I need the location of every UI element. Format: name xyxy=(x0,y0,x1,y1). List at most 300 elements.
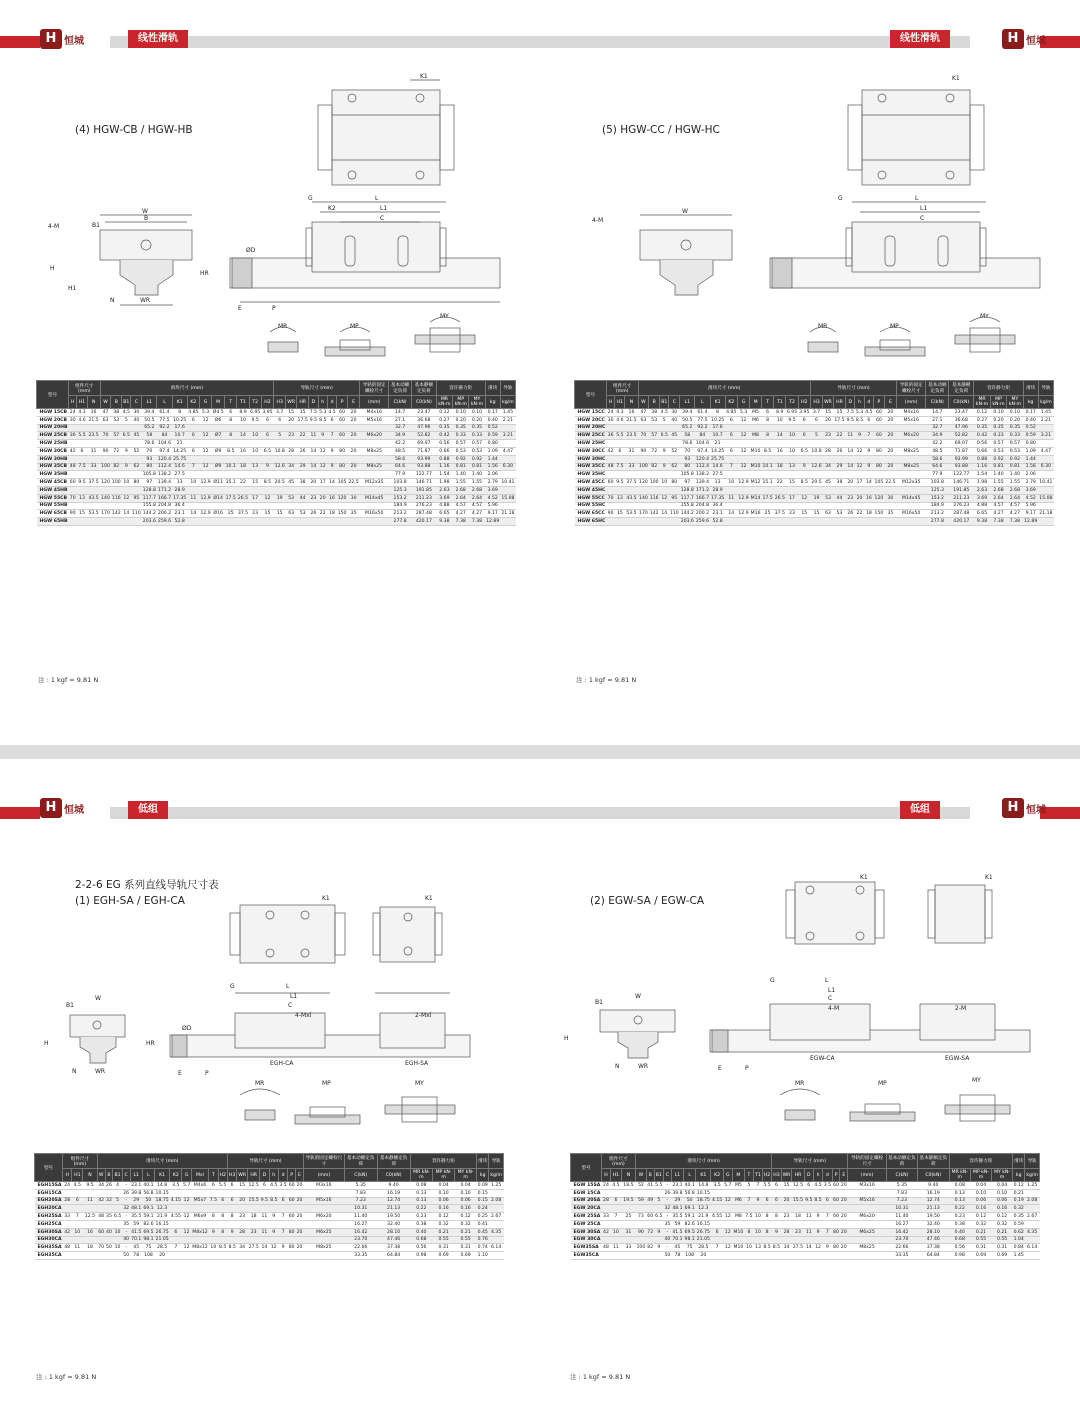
col-header: N xyxy=(621,1169,635,1182)
value-cell: 10.15 xyxy=(155,1190,169,1196)
value-cell: M6x25 xyxy=(848,1228,887,1236)
col-header: H xyxy=(601,1169,610,1182)
value-cell: 12 xyxy=(724,1245,731,1251)
value-cell: Ø4.5 xyxy=(212,409,224,415)
label-k1: K1 xyxy=(860,874,868,881)
value-cell: 2.68 xyxy=(469,486,485,494)
value-cell: 6 xyxy=(725,416,737,424)
value-cell: 0.53 xyxy=(453,447,469,455)
value-cell: 2.63 xyxy=(436,486,452,494)
value-cell: 0.81 xyxy=(1007,463,1023,471)
value-cell: M6x25 xyxy=(303,1228,344,1236)
value-cell: 5.35 xyxy=(886,1182,917,1190)
value-cell: M8x25 xyxy=(897,463,926,471)
value-cell: 0.06 xyxy=(433,1197,455,1205)
col-header: MP kN-m xyxy=(453,396,469,409)
value-cell: 60 xyxy=(337,409,348,417)
value-cell: 0.33 xyxy=(469,432,485,440)
value-cell xyxy=(72,1189,83,1197)
value-cell: 12 xyxy=(183,1245,190,1251)
value-cell: 80 xyxy=(874,447,885,455)
value-cell: 18.75 xyxy=(696,1198,710,1204)
col-header: L xyxy=(157,396,172,409)
value-cell: 39.4 xyxy=(680,409,695,417)
value-cell: 5.35 xyxy=(344,1182,377,1190)
value-cell xyxy=(823,455,834,463)
value-cell xyxy=(327,518,336,526)
col-header: M xyxy=(212,396,225,409)
value-cell: 15 xyxy=(249,479,261,487)
value-cell: 16 xyxy=(237,447,249,455)
value-cell xyxy=(278,1220,287,1228)
value-cell: 27.1 xyxy=(389,416,412,424)
value-cell: 90 xyxy=(638,447,649,455)
value-cell: M8 xyxy=(750,432,762,440)
value-cell xyxy=(199,440,211,448)
value-cell xyxy=(269,1252,278,1260)
value-cell xyxy=(786,471,798,479)
value-cell: 0.10 xyxy=(992,1189,1013,1197)
value-cell: 62 xyxy=(131,463,142,471)
value-cell xyxy=(296,1205,304,1213)
value-cell xyxy=(248,1236,260,1244)
table-row xyxy=(575,502,1054,510)
col-header: G xyxy=(199,396,211,409)
value-cell: 16.19 xyxy=(917,1189,949,1197)
value-cell: 11 xyxy=(805,1214,812,1220)
value-cell xyxy=(237,471,249,479)
value-cell: 16.27 xyxy=(886,1220,917,1228)
value-cell: 0.20 xyxy=(1007,416,1023,424)
value-cell: 4.3 xyxy=(78,409,86,415)
value-cell xyxy=(762,1220,771,1228)
value-cell xyxy=(72,1205,83,1213)
value-cell: 20 xyxy=(310,480,317,486)
value-cell: 20.5 xyxy=(274,480,285,486)
label-w: W xyxy=(635,993,641,1000)
value-cell: 49 xyxy=(647,1198,654,1204)
value-cell xyxy=(1025,1205,1040,1213)
value-cell: 25.75 xyxy=(711,456,725,462)
value-cell: 40 xyxy=(131,416,142,424)
value-cell: 16.19 xyxy=(377,1189,410,1197)
label-l1: L1 xyxy=(290,993,298,1000)
value-cell: 37.5 xyxy=(774,511,785,517)
value-cell: 45 xyxy=(823,479,834,487)
value-cell: 34 xyxy=(286,463,297,471)
value-cell: 20 xyxy=(840,1198,847,1204)
value-cell: 6.95 xyxy=(250,409,261,415)
value-cell xyxy=(786,486,798,494)
value-cell: 52.82 xyxy=(949,432,974,440)
value-cell: 138.2 xyxy=(695,472,710,478)
value-cell xyxy=(297,502,309,510)
value-cell: 12 xyxy=(183,1229,190,1235)
value-cell: 12 xyxy=(123,495,130,501)
value-cell: 57 xyxy=(111,432,122,440)
value-cell: 6 xyxy=(227,1182,236,1190)
value-cell xyxy=(297,518,309,526)
value-cell: 6 xyxy=(260,1182,269,1190)
value-cell: 0.66 xyxy=(436,447,452,455)
value-cell xyxy=(846,486,855,494)
value-cell: 16 xyxy=(774,447,786,455)
value-cell xyxy=(774,518,786,526)
model-cell: HGW 55CC xyxy=(575,494,607,502)
label-l: L xyxy=(825,977,829,984)
value-cell xyxy=(237,455,249,463)
value-cell: 8.5 xyxy=(761,447,773,455)
col-header: N xyxy=(87,396,100,409)
value-cell: 0.66 xyxy=(974,447,991,455)
value-cell: 45 xyxy=(286,479,297,487)
value-cell: 144.2 xyxy=(680,511,694,517)
value-cell: 70.1 xyxy=(672,1237,683,1243)
value-cell xyxy=(303,1189,344,1197)
value-cell xyxy=(638,471,649,479)
value-cell: 5.96 xyxy=(485,502,500,510)
value-cell xyxy=(187,518,199,526)
value-cell xyxy=(122,518,131,526)
value-cell xyxy=(249,440,261,448)
value-cell: 0.13 xyxy=(949,1197,970,1205)
value-cell xyxy=(105,1236,113,1244)
value-cell: 9 xyxy=(798,463,810,471)
value-cell: 0.10 xyxy=(453,409,469,417)
value-cell: 12 xyxy=(270,1245,277,1251)
value-cell xyxy=(855,455,864,463)
value-cell xyxy=(77,502,87,510)
value-cell: 15.5 xyxy=(248,1198,259,1204)
col-header: L xyxy=(684,1169,696,1182)
value-cell: 9.5 xyxy=(805,1198,813,1204)
value-cell xyxy=(225,518,237,526)
value-cell xyxy=(297,440,309,448)
value-cell: 78.6 xyxy=(680,440,695,448)
col-header: C(kN) xyxy=(926,396,949,409)
col-group-rail: 导轨尺寸 (mm) xyxy=(810,381,896,396)
value-cell: 82 xyxy=(111,463,122,471)
value-cell xyxy=(813,1252,822,1260)
value-cell: 8 xyxy=(218,1228,227,1236)
value-cell xyxy=(327,455,336,463)
value-cell: 4.52 xyxy=(1023,494,1038,502)
value-cell: 2.64 xyxy=(990,494,1006,502)
value-cell: 7.5 xyxy=(846,409,854,415)
value-cell xyxy=(87,486,100,494)
value-cell xyxy=(848,1189,887,1197)
value-cell xyxy=(187,440,199,448)
brand-name: 恒城 xyxy=(1026,804,1046,816)
value-cell xyxy=(318,440,327,448)
value-cell: Ø9 xyxy=(212,447,225,455)
col-header: WR xyxy=(237,1169,248,1182)
value-cell: 14 xyxy=(329,480,335,486)
value-cell xyxy=(786,502,798,510)
value-cell: 139.4 xyxy=(695,480,710,486)
col-header: C(kN) xyxy=(886,1169,917,1182)
value-cell: 35 xyxy=(884,510,896,518)
value-cell: 10.1 xyxy=(225,464,236,470)
value-cell: 77.9 xyxy=(389,471,412,479)
col-group-rail_w: 导轨 xyxy=(1038,381,1053,396)
label-l: L xyxy=(286,983,290,990)
value-cell: 10 xyxy=(786,447,798,455)
value-cell xyxy=(723,1220,732,1228)
value-cell: 0.80 xyxy=(485,440,500,448)
value-cell: 95 xyxy=(131,494,142,502)
label-w: W xyxy=(95,995,101,1002)
value-cell: 11 xyxy=(72,1244,83,1252)
value-cell xyxy=(274,424,286,432)
label-n: N xyxy=(615,1063,620,1070)
value-cell: 0.12 xyxy=(970,1213,991,1221)
label-mr: MR xyxy=(795,1080,805,1087)
value-cell: 60 xyxy=(874,416,885,424)
value-cell xyxy=(833,440,845,448)
value-cell: 31 xyxy=(87,447,100,455)
value-cell: 146.71 xyxy=(412,479,437,487)
value-cell xyxy=(636,1252,647,1260)
value-cell: 9.17 xyxy=(485,510,500,518)
value-cell xyxy=(309,486,318,494)
value-cell: 15 xyxy=(781,1182,792,1190)
value-cell: 9 xyxy=(864,447,873,455)
value-cell: 6 xyxy=(762,1197,771,1205)
value-cell xyxy=(606,518,614,526)
value-cell: 9.5 xyxy=(78,480,86,486)
value-cell: 23 xyxy=(847,495,854,501)
value-cell: 5 xyxy=(744,1182,753,1190)
value-cell: 44 xyxy=(833,494,845,502)
value-cell: 13 xyxy=(77,494,87,502)
col-header: MR kN-m xyxy=(974,396,991,409)
value-cell xyxy=(798,440,810,448)
value-cell: 4.85 xyxy=(726,409,737,415)
value-cell xyxy=(212,455,225,463)
value-cell: 50 xyxy=(142,1197,154,1205)
value-cell: 5 xyxy=(810,432,822,440)
value-cell: 23 xyxy=(248,1228,260,1236)
value-cell: 211.23 xyxy=(949,494,974,502)
col-header: K1 xyxy=(155,1169,170,1182)
value-cell xyxy=(832,1236,840,1244)
value-cell xyxy=(813,1189,822,1197)
value-cell xyxy=(261,440,273,448)
value-cell: 16 xyxy=(83,1228,97,1236)
value-cell: 9 xyxy=(227,1228,236,1236)
value-cell: 23 xyxy=(786,510,798,518)
value-cell: 30 xyxy=(884,494,896,502)
value-cell xyxy=(170,1252,182,1260)
value-cell xyxy=(83,1189,97,1197)
value-cell: 8.5 xyxy=(798,479,810,487)
value-cell xyxy=(660,440,669,448)
value-cell: 155.8 xyxy=(680,503,694,509)
value-cell: 171.2 xyxy=(695,487,710,493)
col-group-moment: 容许静力矩 xyxy=(410,1154,476,1169)
value-cell xyxy=(750,455,762,463)
value-cell: 6 xyxy=(711,1228,723,1236)
value-cell xyxy=(309,518,318,526)
value-cell: 20 xyxy=(347,416,359,424)
col-header: H2 xyxy=(762,1169,771,1182)
value-cell: 5 xyxy=(113,1197,122,1205)
value-cell xyxy=(725,471,737,479)
col-group-rail: 导轨尺寸 (mm) xyxy=(772,1154,848,1169)
value-cell xyxy=(781,1236,792,1244)
value-cell: 1.54 xyxy=(974,471,991,479)
col-header: C xyxy=(663,1169,671,1182)
col-header: E xyxy=(296,1169,304,1182)
value-cell: 0.98 xyxy=(410,1252,432,1260)
col-header: h xyxy=(813,1169,822,1182)
value-cell: 28.10 xyxy=(377,1228,410,1236)
value-cell xyxy=(209,1252,218,1260)
label-g: G xyxy=(838,195,843,202)
value-cell: 7 xyxy=(744,1197,753,1205)
label-e: E xyxy=(718,1065,722,1072)
logo-icon: H xyxy=(40,798,62,818)
value-cell: 2.68 xyxy=(1007,486,1023,494)
value-cell: 6 xyxy=(772,1197,781,1205)
value-cell: 33 xyxy=(87,463,100,471)
value-cell: 12 xyxy=(261,494,273,502)
value-cell xyxy=(113,1236,122,1244)
value-cell: 48 xyxy=(64,1245,71,1251)
value-cell: M8x25 xyxy=(848,1244,887,1252)
value-cell: 60 xyxy=(874,432,885,440)
value-cell: 22 xyxy=(237,479,249,487)
value-cell: 4.57 xyxy=(469,502,485,510)
value-cell: 44 xyxy=(297,494,309,502)
value-cell: 5.3 xyxy=(319,409,327,415)
value-cell: 82 xyxy=(649,463,660,471)
value-cell xyxy=(813,1205,822,1213)
value-cell: 6.14 xyxy=(489,1244,504,1252)
value-cell xyxy=(249,471,261,479)
value-cell: 63 xyxy=(100,416,111,424)
value-cell xyxy=(874,424,885,432)
value-cell: 13 xyxy=(755,1245,761,1251)
value-cell: 8 xyxy=(225,416,237,424)
value-cell: 0.74 xyxy=(477,1245,488,1251)
value-cell: 16 xyxy=(87,409,100,417)
col-header: C0(kN) xyxy=(917,1169,949,1182)
value-cell: 20 xyxy=(884,432,896,440)
value-cell: 22.5 xyxy=(348,480,359,486)
value-cell: 52.82 xyxy=(412,432,437,440)
value-cell xyxy=(225,502,237,510)
value-cell: 4.5 xyxy=(814,1182,822,1188)
value-cell: 3.69 xyxy=(1023,486,1038,494)
value-cell: 27.5 xyxy=(792,1245,804,1251)
value-cell xyxy=(762,1236,771,1244)
value-cell: 42 xyxy=(603,1229,609,1235)
value-cell: 20 xyxy=(840,1245,847,1251)
col-group-assembly: 组件尺寸 (mm) xyxy=(606,381,638,396)
value-cell xyxy=(337,455,348,463)
value-cell: 20 xyxy=(155,1252,170,1260)
value-cell: 144.2 xyxy=(142,511,156,517)
value-cell: 18 xyxy=(248,1213,260,1221)
value-cell: 4.88 xyxy=(436,502,452,510)
value-cell: 0.19 xyxy=(1013,1198,1024,1204)
value-cell xyxy=(489,1252,504,1260)
table-row xyxy=(575,494,1054,502)
value-cell: 1.44 xyxy=(485,455,500,463)
value-cell: 14.6 xyxy=(172,463,187,471)
brand-logo xyxy=(1002,797,1046,819)
value-cell: 3.21 xyxy=(1038,432,1053,440)
model-cell: EGW 15CA xyxy=(571,1189,602,1197)
value-cell: 64.6 xyxy=(926,463,949,471)
label-mp: MP xyxy=(878,1080,887,1087)
model-cell: EGW 20CA xyxy=(571,1205,602,1213)
col-header: G xyxy=(723,1169,732,1182)
value-cell: 22 xyxy=(833,432,845,440)
value-cell: 3.5 xyxy=(823,1182,832,1188)
value-cell: 5.96 xyxy=(1023,502,1038,510)
value-cell: 23 xyxy=(781,1213,792,1221)
value-cell: 139.4 xyxy=(157,480,172,486)
value-cell xyxy=(840,1236,848,1244)
label-c: C xyxy=(380,215,385,222)
value-cell xyxy=(804,1189,813,1197)
value-cell xyxy=(83,1205,97,1213)
value-cell xyxy=(249,424,261,432)
value-cell: 19 xyxy=(274,494,286,502)
col-header: L xyxy=(142,1169,154,1182)
value-cell: 7 xyxy=(754,1182,763,1190)
col-group-dyn: 基本动额定负荷 xyxy=(389,381,412,396)
value-cell xyxy=(296,1252,304,1260)
value-cell: 1.40 xyxy=(469,471,485,479)
value-cell xyxy=(615,486,625,494)
label-egh-sa: EGH-SA xyxy=(405,1060,429,1067)
value-cell: 153.2 xyxy=(389,494,412,502)
value-cell: 3.7 xyxy=(274,409,286,417)
value-cell xyxy=(874,486,885,494)
value-cell: 10.25 xyxy=(173,417,187,423)
value-cell: 0.59 xyxy=(1013,1221,1024,1227)
value-cell: 69.1 xyxy=(684,1206,695,1212)
value-cell: 69.07 xyxy=(949,440,974,448)
table-row xyxy=(35,1205,504,1213)
value-cell xyxy=(225,424,237,432)
value-cell xyxy=(286,486,297,494)
value-cell: 12 xyxy=(815,1245,821,1251)
value-cell: 7.5 xyxy=(745,1214,753,1220)
value-cell xyxy=(212,502,225,510)
value-cell: 1.55 xyxy=(990,479,1006,487)
value-cell: 17.5 xyxy=(834,417,845,423)
value-cell xyxy=(227,1189,236,1197)
value-cell: M12 xyxy=(750,480,761,486)
value-cell: 0.06 xyxy=(455,1197,477,1205)
value-cell: 60 xyxy=(69,480,76,486)
value-cell xyxy=(286,502,297,510)
value-cell xyxy=(772,1252,781,1260)
value-cell xyxy=(654,1220,663,1228)
value-cell: 0.81 xyxy=(990,463,1006,471)
value-cell: 0.16 xyxy=(992,1205,1013,1213)
value-cell xyxy=(781,1205,792,1213)
col-header: M xyxy=(732,1169,744,1182)
value-cell xyxy=(297,486,309,494)
value-cell: 6 xyxy=(278,1197,287,1205)
value-cell: 0.32 xyxy=(1013,1206,1024,1212)
